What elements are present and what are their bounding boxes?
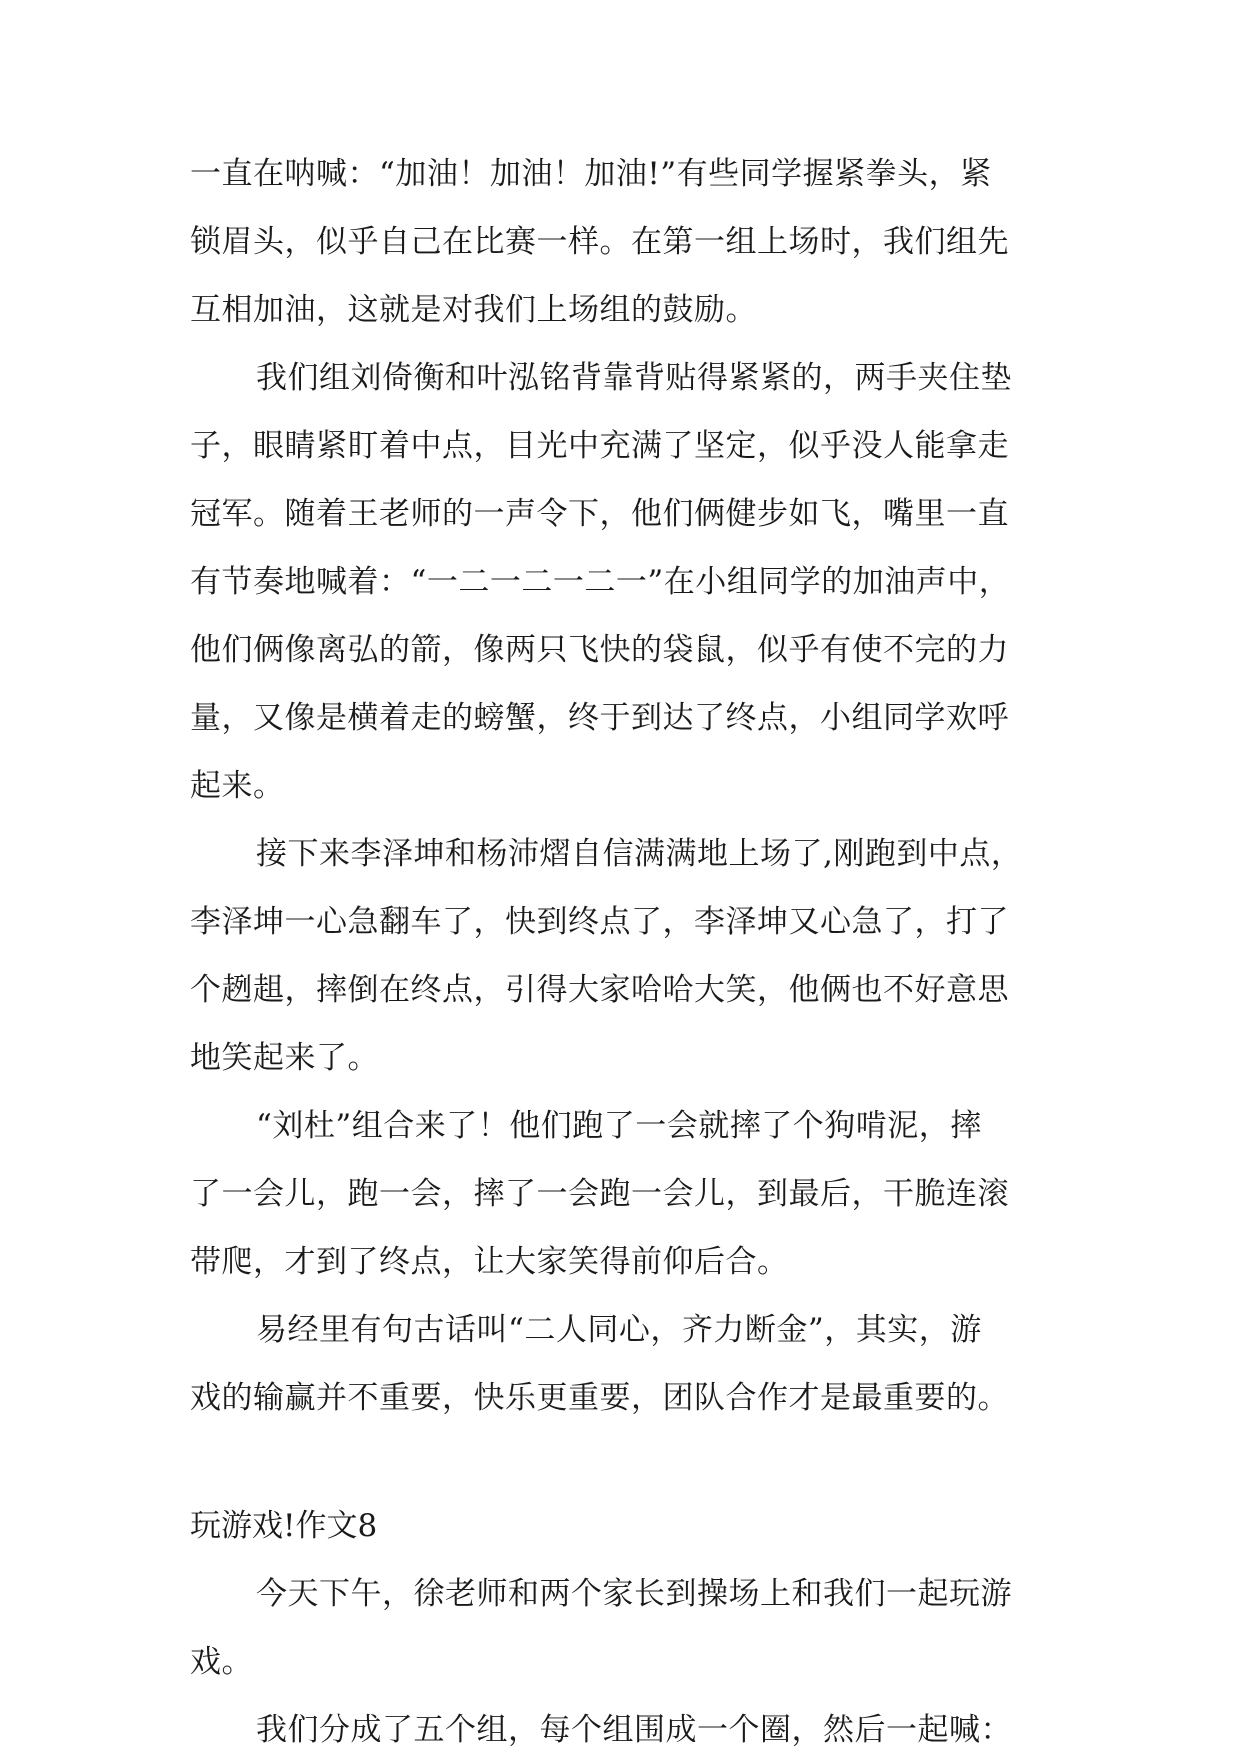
paragraph-first-line: 今天下午，徐老师和两个家长到操场上和我们一起玩游 <box>256 1576 1012 1612</box>
text-line: 起来。 <box>190 768 285 804</box>
text-line: 有节奏地喊着：“一二一二一二一”在小组同学的加油声中， <box>190 564 1011 600</box>
text-line: 了一会儿，跑一会，摔了一会跑一会儿，到最后，干脆连滚 <box>190 1176 1009 1212</box>
text-line: 锁眉头，似乎自己在比赛一样。在第一组上场时，我们组先 <box>190 224 1009 260</box>
text-line: 个趔趄，摔倒在终点，引得大家哈哈大笑，他俩也不好意思 <box>190 972 1009 1008</box>
text-line: 冠军。随着王老师的一声令下，他们俩健步如飞，嘴里一直 <box>190 496 1009 532</box>
text-line: 地笑起来了。 <box>190 1040 379 1076</box>
text-line: 子，眼睛紧盯着中点，目光中充满了坚定，似乎没人能拿走 <box>190 428 1009 464</box>
text-line: 带爬，才到了终点，让大家笑得前仰后合。 <box>190 1244 789 1280</box>
paragraph-first-line: “刘杜”组合来了！他们跑了一会就摔了个狗啃泥，摔 <box>256 1108 982 1144</box>
text-line: 一直在呐喊：“加油！加油！加油!”有些同学握紧拳头，紧 <box>190 156 992 192</box>
document-body <box>190 140 1050 1764</box>
paragraph-first-line: 接下来李泽坤和杨沛熠自信满满地上场了,刚跑到中点， <box>256 836 1023 872</box>
text-line: 戏的输赢并不重要，快乐更重要，团队合作才是最重要的。 <box>190 1380 1009 1416</box>
paragraph-first-line: 我们组刘倚衡和叶泓铭背靠背贴得紧紧的，两手夹住垫 <box>256 360 1012 396</box>
text-line: 李泽坤一心急翻车了，快到终点了，李泽坤又心急了，打了 <box>190 904 1009 940</box>
paragraph-first-line: 我们分成了五个组，每个组围成一个圈，然后一起喊： <box>256 1712 1012 1748</box>
section-spacer <box>190 1432 1050 1492</box>
text-line: 戏。 <box>190 1644 253 1680</box>
text-line: 互相加油，这就是对我们上场组的鼓励。 <box>190 292 757 328</box>
text-line: 量，又像是横着走的螃蟹，终于到达了终点，小组同学欢呼 <box>190 700 1009 736</box>
paragraph-first-line: 易经里有句古话叫“二人同心，齐力断金”，其实，游 <box>256 1312 982 1348</box>
essay-title: 玩游戏!作文8 <box>190 1508 378 1544</box>
text-line: 他们俩像离弘的箭，像两只飞快的袋鼠，似乎有使不完的力 <box>190 632 1009 668</box>
